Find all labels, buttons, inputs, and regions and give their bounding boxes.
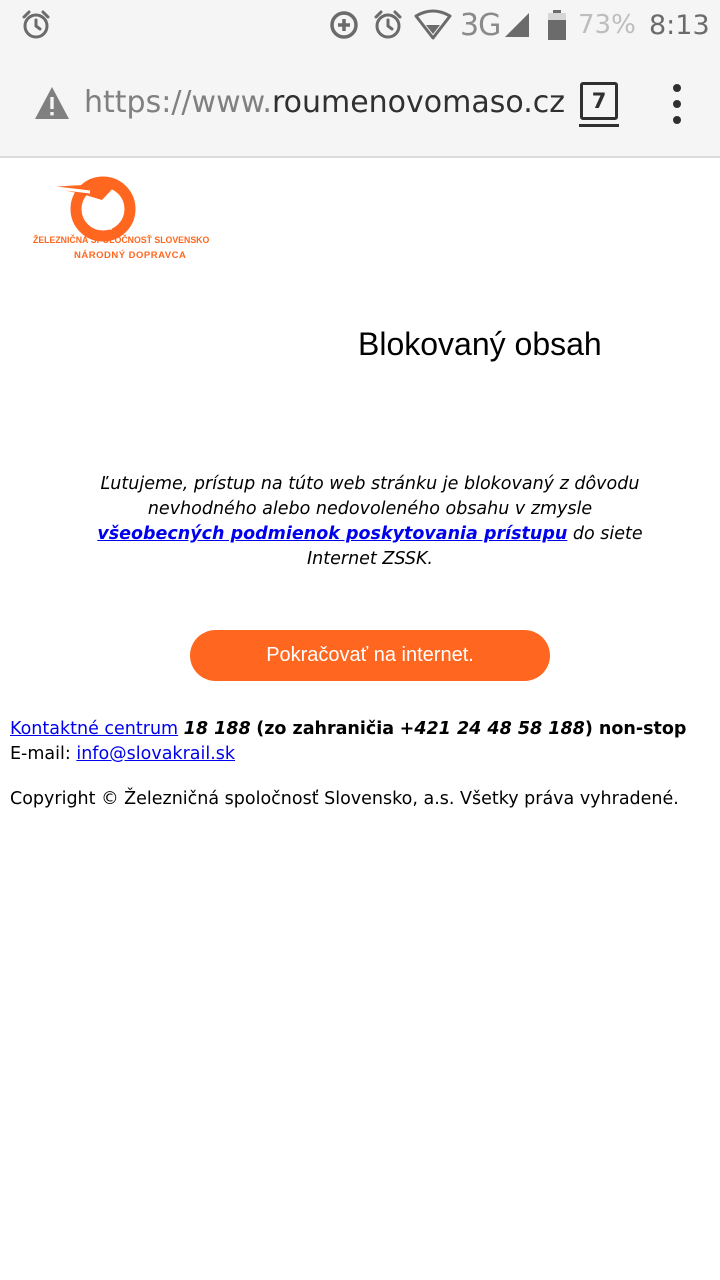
url-field[interactable] (84, 85, 565, 120)
message-text: Ľutujeme, prístup na túto web stránku je blokovaný z dôvodu nevhodného alebo nedovoleného obsahu v zmysle (100, 474, 640, 519)
warning-icon[interactable] (34, 86, 70, 125)
abroad-label: (zo zahraničia (256, 719, 395, 739)
contact-info (10, 717, 686, 767)
email-label: E-mail: (10, 744, 71, 764)
status-bar (0, 0, 720, 50)
email-link[interactable]: info@slovakrail.sk (76, 744, 236, 764)
data-saver-icon (326, 8, 460, 42)
signal-icon (503, 0, 531, 50)
message-text-end: do siete Internet ZSSK. (307, 524, 643, 569)
url-scheme: https://www. (84, 85, 272, 120)
status-icons (326, 0, 460, 50)
email-line (10, 742, 686, 767)
url-host: roumenovomaso.cz (271, 85, 565, 120)
tabs-icon[interactable]: 7 (580, 82, 618, 120)
nonstop-label: ) non-stop (584, 719, 687, 739)
more-vert-icon[interactable] (664, 84, 692, 124)
clock: 8:13 (649, 9, 710, 41)
alarm-icon (20, 0, 52, 50)
network-type: 3G (460, 7, 501, 43)
page-title: Blokovaný obsah (358, 326, 602, 362)
logo-text-tagline: NÁRODNÝ DOPRAVCA (74, 250, 187, 261)
contact-center-link[interactable]: Kontaktné centrum (10, 719, 179, 739)
terms-link[interactable]: všeobecných podmienok poskytovania prístupu (97, 524, 568, 544)
battery-percent: 73% (578, 10, 636, 40)
contact-line (10, 717, 686, 742)
browser-toolbar (0, 50, 720, 158)
blocked-message (90, 472, 650, 572)
copyright-text: Copyright © Železničná spoločnosť Slovensko, a.s. Všetky práva vyhradené. (10, 789, 679, 809)
abroad-phone: +421 24 48 58 188 (399, 719, 585, 739)
battery-icon (547, 0, 567, 50)
logo-text-company: ŽELEZNIČNÁ SPOLOČNOSŤ SLOVENSKO (33, 235, 210, 246)
phone-number: 18 188 (183, 719, 251, 739)
continue-button[interactable]: Pokračovať na internet. (190, 630, 550, 681)
